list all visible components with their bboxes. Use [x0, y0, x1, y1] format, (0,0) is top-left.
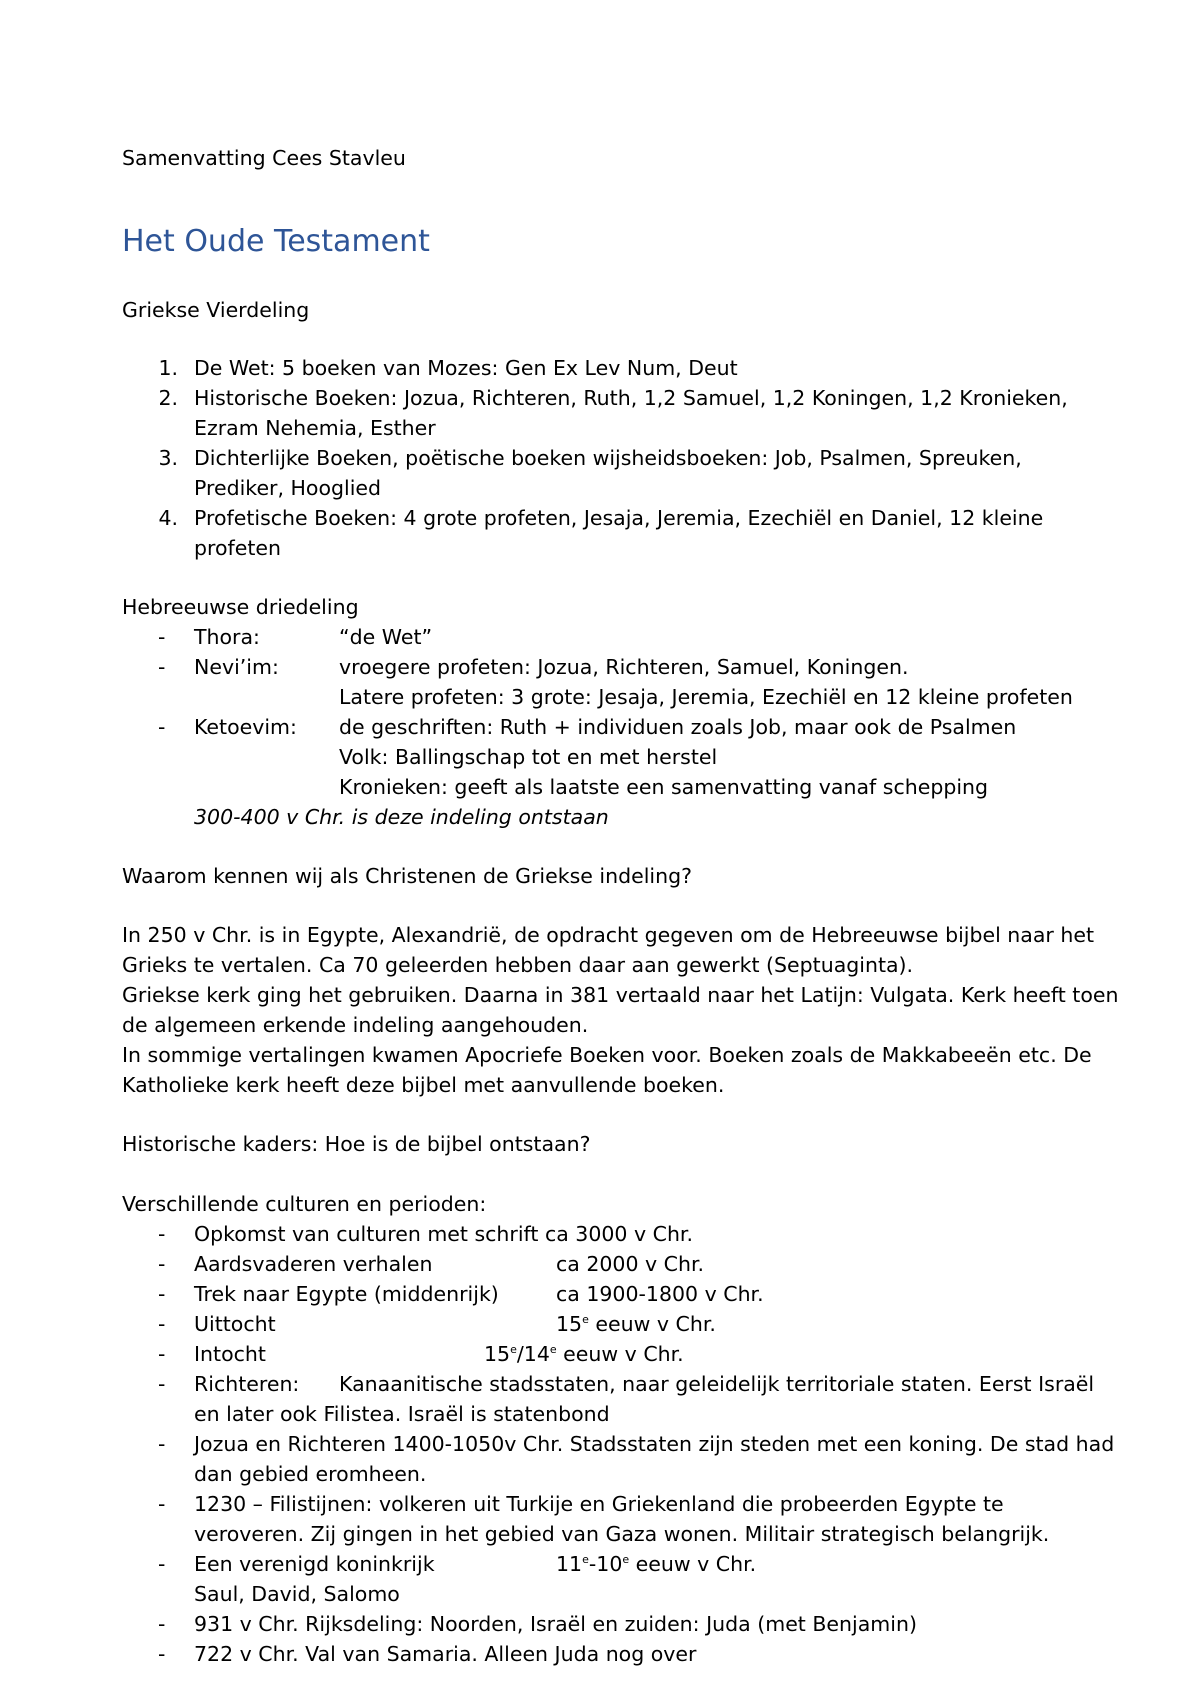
list-item-text: profeten — [194, 536, 282, 560]
neviim-label: Nevi’im: — [194, 655, 279, 679]
page-title: Het Oude Testament — [122, 224, 430, 259]
list-number: 4. — [158, 506, 178, 530]
bullet-dash: - — [158, 1642, 166, 1666]
bullet-dash: - — [158, 1282, 166, 1306]
neviim-text: Latere profeten: 3 grote: Jesaja, Jeremia, Ezechiël en 12 kleine profeten — [339, 685, 1073, 709]
culture-item-date: 15e/14e eeuw v Chr. — [484, 1342, 684, 1366]
bullet-dash: - — [158, 1252, 166, 1276]
list-number: 2. — [158, 386, 178, 410]
hebrew-note: 300-400 v Chr. is deze indeling ontstaan — [194, 805, 609, 829]
cultures-heading: Verschillende culturen en perioden: — [122, 1192, 487, 1216]
list-number: 1. — [158, 356, 178, 380]
list-item-text: Prediker, Hooglied — [194, 476, 382, 500]
thora-label: Thora: — [194, 625, 260, 649]
paragraph-line: Grieks te vertalen. Ca 70 geleerden hebben daar aan gewerkt (Septuaginta). — [122, 953, 914, 977]
culture-item-label: Uittocht — [194, 1312, 276, 1336]
culture-item: Opkomst van culturen met schrift ca 3000 v Chr. — [194, 1222, 693, 1246]
culture-item-label: Intocht — [194, 1342, 266, 1366]
ketoevim-text: Volk: Ballingschap tot en met herstel — [339, 745, 718, 769]
historical-heading: Historische kaders: Hoe is de bijbel ontstaan? — [122, 1132, 591, 1156]
culture-item-text: en later ook Filistea. Israël is statenbond — [194, 1402, 610, 1426]
thora-text: “de Wet” — [339, 625, 433, 649]
bullet-dash: - — [158, 1222, 166, 1246]
bullet-dash: - — [158, 1342, 166, 1366]
bullet-dash: - — [158, 1432, 166, 1456]
ketoevim-label: Ketoevim: — [194, 715, 297, 739]
culture-item-label: Richteren: — [194, 1372, 300, 1396]
author-line: Samenvatting Cees Stavleu — [122, 146, 406, 170]
culture-item-text: Jozua en Richteren 1400-1050v Chr. Stadsstaten zijn steden met een koning. De stad had — [194, 1432, 1115, 1456]
ketoevim-text: Kronieken: geeft als laatste een samenvatting vanaf schepping — [339, 775, 989, 799]
culture-item-label: Een verenigd koninkrijk — [194, 1552, 435, 1576]
question-line: Waarom kennen wij als Christenen de Griekse indeling? — [122, 864, 692, 888]
culture-item-date: 15e eeuw v Chr. — [556, 1312, 716, 1336]
culture-item-date: ca 2000 v Chr. — [556, 1252, 705, 1276]
list-item-text: Dichterlijke Boeken, poëtische boeken wijsheidsboeken: Job, Psalmen, Spreuken, — [194, 446, 1022, 470]
culture-item-text: dan gebied eromheen. — [194, 1462, 427, 1486]
bullet-dash: - — [158, 1492, 166, 1516]
culture-item-date: 11e-10e eeuw v Chr. — [556, 1552, 757, 1576]
list-item-text: Profetische Boeken: 4 grote profeten, Jesaja, Jeremia, Ezechiël en Daniel, 12 kleine — [194, 506, 1044, 530]
list-item-text: Historische Boeken: Jozua, Richteren, Ruth, 1,2 Samuel, 1,2 Koningen, 1,2 Kronieken, — [194, 386, 1068, 410]
list-item-text: Ezram Nehemia, Esther — [194, 416, 436, 440]
bullet-dash: - — [158, 1552, 166, 1576]
culture-item-text: Kanaanitische stadsstaten, naar geleidelijk territoriale staten. Eerst Israël — [339, 1372, 1095, 1396]
list-item-text: De Wet: 5 boeken van Mozes: Gen Ex Lev Num, Deut — [194, 356, 738, 380]
culture-item: 722 v Chr. Val van Samaria. Alleen Juda nog over — [194, 1642, 697, 1666]
bullet-dash: - — [158, 1372, 166, 1396]
paragraph-line: In sommige vertalingen kwamen Apocriefe Boeken voor. Boeken zoals de Makkabeeën etc. De — [122, 1043, 1092, 1067]
culture-item-text: 1230 – Filistijnen: volkeren uit Turkije en Griekenland die probeerden Egypte te — [194, 1492, 1004, 1516]
paragraph-line: In 250 v Chr. is in Egypte, Alexandrië, de opdracht gegeven om de Hebreeuwse bijbel naar het — [122, 923, 1095, 947]
greek-heading: Griekse Vierdeling — [122, 298, 310, 322]
culture-item-text: veroveren. Zij gingen in het gebied van Gaza wonen. Militair strategisch belangrijk. — [194, 1522, 1050, 1546]
neviim-text: vroegere profeten: Jozua, Richteren, Samuel, Koningen. — [339, 655, 909, 679]
list-number: 3. — [158, 446, 178, 470]
bullet-dash: - — [158, 1312, 166, 1336]
culture-item-label: Trek naar Egypte (middenrijk) — [194, 1282, 499, 1306]
culture-item-label: Aardsvaderen verhalen — [194, 1252, 433, 1276]
paragraph-line: Griekse kerk ging het gebruiken. Daarna in 381 vertaald naar het Latijn: Vulgata. Kerk heeft toen — [122, 983, 1119, 1007]
bullet-dash: - — [158, 715, 166, 739]
paragraph-line: de algemeen erkende indeling aangehouden. — [122, 1013, 589, 1037]
paragraph-line: Katholieke kerk heeft deze bijbel met aanvullende boeken. — [122, 1073, 725, 1097]
bullet-dash: - — [158, 625, 166, 649]
bullet-dash: - — [158, 1612, 166, 1636]
culture-item-date: ca 1900-1800 v Chr. — [556, 1282, 764, 1306]
culture-item-text: Saul, David, Salomo — [194, 1582, 400, 1606]
hebrew-heading: Hebreeuwse driedeling — [122, 595, 359, 619]
culture-item: 931 v Chr. Rijksdeling: Noorden, Israël en zuiden: Juda (met Benjamin) — [194, 1612, 917, 1636]
bullet-dash: - — [158, 655, 166, 679]
ketoevim-text: de geschriften: Ruth + individuen zoals Job, maar ook de Psalmen — [339, 715, 1017, 739]
